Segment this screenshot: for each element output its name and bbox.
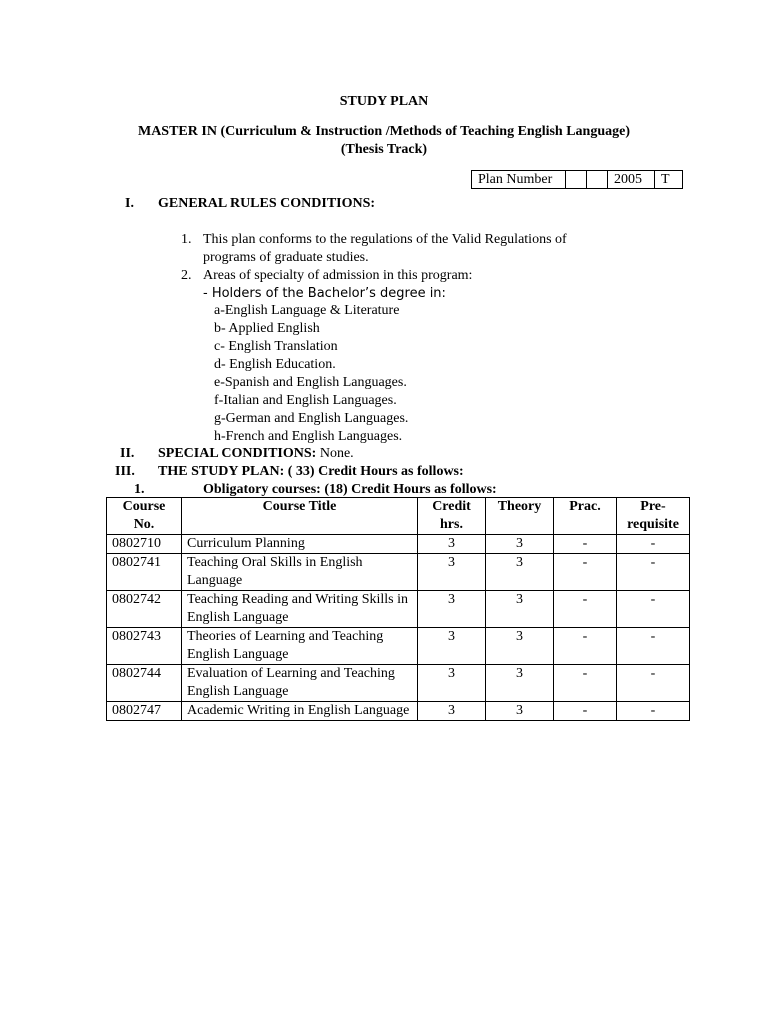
header-credit-hrs: Credit hrs. (418, 498, 486, 535)
header-prac: Prac. (554, 498, 617, 535)
course-no: 0802710 (107, 535, 182, 554)
subsection-1-heading: Obligatory courses: (18) Credit Hours as follows: (203, 482, 497, 497)
specialty-item: a-English Language & Literature (214, 303, 400, 318)
course-prereq: - (617, 535, 690, 554)
course-theory: 3 (486, 665, 554, 702)
course-theory: 3 (486, 554, 554, 591)
table-row (107, 554, 690, 591)
rule-2-number: 2. (181, 268, 192, 283)
rule-1-text-cont: programs of graduate studies. (203, 250, 369, 265)
section-3-heading: THE STUDY PLAN: ( 33) Credit Hours as follows: (158, 464, 464, 479)
course-no: 0802742 (107, 591, 182, 628)
rule-2-text: Areas of specialty of admission in this program: (203, 268, 473, 283)
course-credit: 3 (418, 591, 486, 628)
program-track: (Thesis Track) (340, 142, 428, 157)
course-prereq: - (617, 554, 690, 591)
course-prac: - (554, 702, 617, 721)
section-2-heading: SPECIAL CONDITIONS: (158, 446, 317, 461)
course-prac: - (554, 535, 617, 554)
course-theory: 3 (486, 702, 554, 721)
header-theory: Theory (486, 498, 554, 535)
holders-text: - Holders of the Bachelor’s degree in: (203, 286, 446, 301)
course-prereq: - (617, 702, 690, 721)
specialty-item: f-Italian and English Languages. (214, 393, 397, 408)
course-credit: 3 (418, 535, 486, 554)
course-theory: 3 (486, 628, 554, 665)
course-credit: 3 (418, 665, 486, 702)
course-title: Academic Writing in English Language (182, 702, 418, 721)
specialty-item: g-German and English Languages. (214, 411, 409, 426)
document-title: STUDY PLAN (339, 94, 429, 109)
specialty-item: e-Spanish and English Languages. (214, 375, 407, 390)
course-credit: 3 (418, 554, 486, 591)
specialty-item: c- English Translation (214, 339, 338, 354)
course-no: 0802741 (107, 554, 182, 591)
table-row (107, 591, 690, 628)
course-prereq: - (617, 591, 690, 628)
plan-number-cell (566, 171, 587, 189)
course-theory: 3 (486, 591, 554, 628)
table-header-row (107, 498, 690, 535)
section-2-line (158, 445, 354, 463)
course-title: Teaching Oral Skills in English Language (182, 554, 418, 591)
course-no: 0802744 (107, 665, 182, 702)
course-prac: - (554, 628, 617, 665)
table-row (107, 665, 690, 702)
course-title: Evaluation of Learning and Teaching English Language (182, 665, 418, 702)
program-title: MASTER IN (Curriculum & Instruction /Methods of Teaching English Language) (137, 124, 630, 139)
table-row (107, 628, 690, 665)
course-prac: - (554, 591, 617, 628)
course-credit: 3 (418, 628, 486, 665)
rule-1-text: This plan conforms to the regulations of the Valid Regulations of (203, 232, 567, 247)
rule-1-number: 1. (181, 232, 192, 247)
section-3-numeral: III. (115, 464, 135, 479)
section-2-value: None. (319, 446, 354, 461)
course-credit: 3 (418, 702, 486, 721)
section-2-numeral: II. (120, 446, 135, 461)
specialty-item: b- Applied English (214, 321, 320, 336)
header-course-title: Course Title (182, 498, 418, 535)
section-1-numeral: I. (125, 196, 134, 211)
course-prereq: - (617, 665, 690, 702)
course-no: 0802747 (107, 702, 182, 721)
specialty-item: d- English Education. (214, 357, 336, 372)
plan-number-label: Plan Number (472, 171, 566, 189)
course-theory: 3 (486, 535, 554, 554)
specialty-item: h-French and English Languages. (214, 429, 403, 444)
subsection-1-number: 1. (134, 482, 145, 497)
plan-number-table (471, 170, 683, 189)
header-course-no: Course No. (107, 498, 182, 535)
course-title: Theories of Learning and Teaching English Language (182, 628, 418, 665)
obligatory-courses-table (106, 497, 690, 721)
course-prac: - (554, 554, 617, 591)
course-no: 0802743 (107, 628, 182, 665)
plan-number-track: T (655, 171, 683, 189)
table-row (107, 702, 690, 721)
course-prereq: - (617, 628, 690, 665)
plan-number-year: 2005 (608, 171, 655, 189)
plan-number-cell (587, 171, 608, 189)
section-1-heading: GENERAL RULES CONDITIONS: (158, 196, 376, 211)
course-title: Curriculum Planning (182, 535, 418, 554)
course-prac: - (554, 665, 617, 702)
header-prerequisite: Pre- requisite (617, 498, 690, 535)
course-title: Teaching Reading and Writing Skills in English Language (182, 591, 418, 628)
table-row (107, 535, 690, 554)
